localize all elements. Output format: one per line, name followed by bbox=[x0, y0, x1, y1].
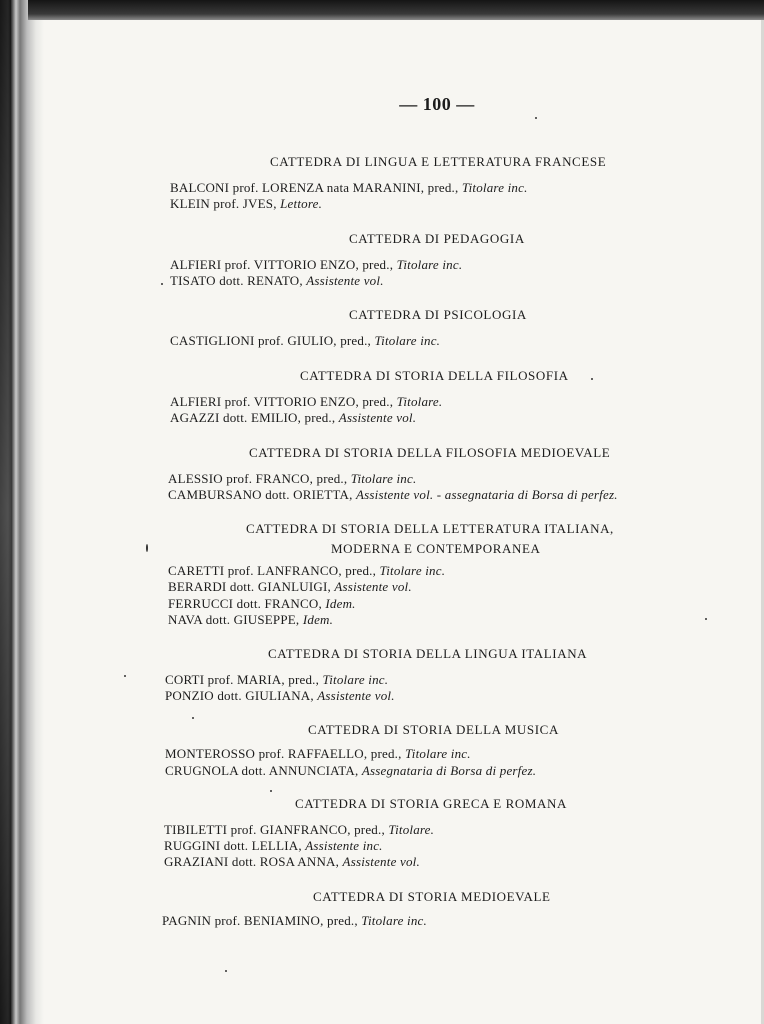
staff-entry: AGAZZI dott. EMILIO, pred., Assistente vol. bbox=[170, 410, 417, 425]
section-heading: CATTEDRA DI STORIA MEDIOEVALE bbox=[313, 889, 551, 904]
scan-speck bbox=[161, 283, 163, 285]
scan-speck bbox=[124, 675, 126, 677]
section-heading: CATTEDRA DI STORIA DELLA LETTERATURA ITALIANA, bbox=[246, 521, 614, 536]
staff-entry: BERARDI dott. GIANLUIGI, Assistente vol. bbox=[168, 579, 412, 594]
scan-speck bbox=[192, 717, 194, 719]
staff-entry: ALFIERI prof. VITTORIO ENZO, pred., Titolare inc. bbox=[170, 257, 463, 272]
staff-entry: CORTI prof. MARIA, pred., Titolare inc. bbox=[165, 672, 389, 687]
section-heading: CATTEDRA DI LINGUA E LETTERATURA FRANCESE bbox=[270, 154, 607, 169]
staff-entry: GRAZIANI dott. ROSA ANNA, Assistente vol. bbox=[164, 854, 420, 869]
section-heading: CATTEDRA DI PSICOLOGIA bbox=[349, 307, 527, 322]
staff-entry: BALCONI prof. LORENZA nata MARANINI, pred., Titolare inc. bbox=[170, 180, 528, 195]
scan-speck bbox=[705, 618, 707, 620]
section-heading: CATTEDRA DI STORIA DELLA MUSICA bbox=[308, 722, 559, 737]
scan-top-edge bbox=[28, 0, 764, 20]
staff-entry: RUGGINI dott. LELLIA, Assistente inc. bbox=[164, 838, 383, 853]
scan-speck bbox=[146, 544, 148, 552]
section-heading: CATTEDRA DI STORIA DELLA LINGUA ITALIANA bbox=[268, 646, 588, 661]
section-heading: CATTEDRA DI PEDAGOGIA bbox=[349, 231, 525, 246]
staff-entry: TISATO dott. RENATO, Assistente vol. bbox=[170, 273, 384, 288]
staff-entry: CARETTI prof. LANFRANCO, pred., Titolare inc. bbox=[168, 563, 446, 578]
staff-entry: CASTIGLIONI prof. GIULIO, pred., Titolare inc. bbox=[170, 333, 441, 348]
staff-entry: MONTEROSSO prof. RAFFAELLO, pred., Titolare inc. bbox=[165, 746, 471, 761]
staff-entry: ALFIERI prof. VITTORIO ENZO, pred., Titolare. bbox=[170, 394, 443, 409]
scan-speck bbox=[225, 970, 227, 972]
page-number: — 100 — bbox=[399, 94, 475, 114]
section-heading: CATTEDRA DI STORIA DELLA FILOSOFIA MEDIOEVALE bbox=[249, 445, 611, 460]
staff-entry: ALESSIO prof. FRANCO, pred., Titolare inc. bbox=[168, 471, 417, 486]
scan-speck bbox=[535, 117, 537, 119]
staff-entry: CRUGNOLA dott. ANNUNCIATA, Assegnataria di Borsa di perfez. bbox=[165, 763, 537, 778]
staff-entry: CAMBURSANO dott. ORIETTA, Assistente vol. - assegnataria di Borsa di perfez. bbox=[168, 487, 618, 502]
book-spine-edge bbox=[0, 0, 11, 1024]
section-heading: CATTEDRA DI STORIA DELLA FILOSOFIA bbox=[300, 368, 569, 383]
staff-entry: KLEIN prof. JVES, Lettore. bbox=[170, 196, 323, 211]
section-heading-continued: MODERNA E CONTEMPORANEA bbox=[331, 541, 541, 556]
staff-entry: PONZIO dott. GIULIANA, Assistente vol. bbox=[165, 688, 395, 703]
staff-entry: TIBILETTI prof. GIANFRANCO, pred., Titolare. bbox=[164, 822, 435, 837]
staff-entry: FERRUCCI dott. FRANCO, Idem. bbox=[168, 596, 356, 611]
scan-speck bbox=[591, 378, 593, 380]
section-heading: CATTEDRA DI STORIA GRECA E ROMANA bbox=[295, 796, 567, 811]
staff-entry: PAGNIN prof. BENIAMINO, pred., Titolare inc. bbox=[162, 913, 427, 928]
staff-entry: NAVA dott. GIUSEPPE, Idem. bbox=[168, 612, 334, 627]
scan-speck bbox=[270, 790, 272, 792]
